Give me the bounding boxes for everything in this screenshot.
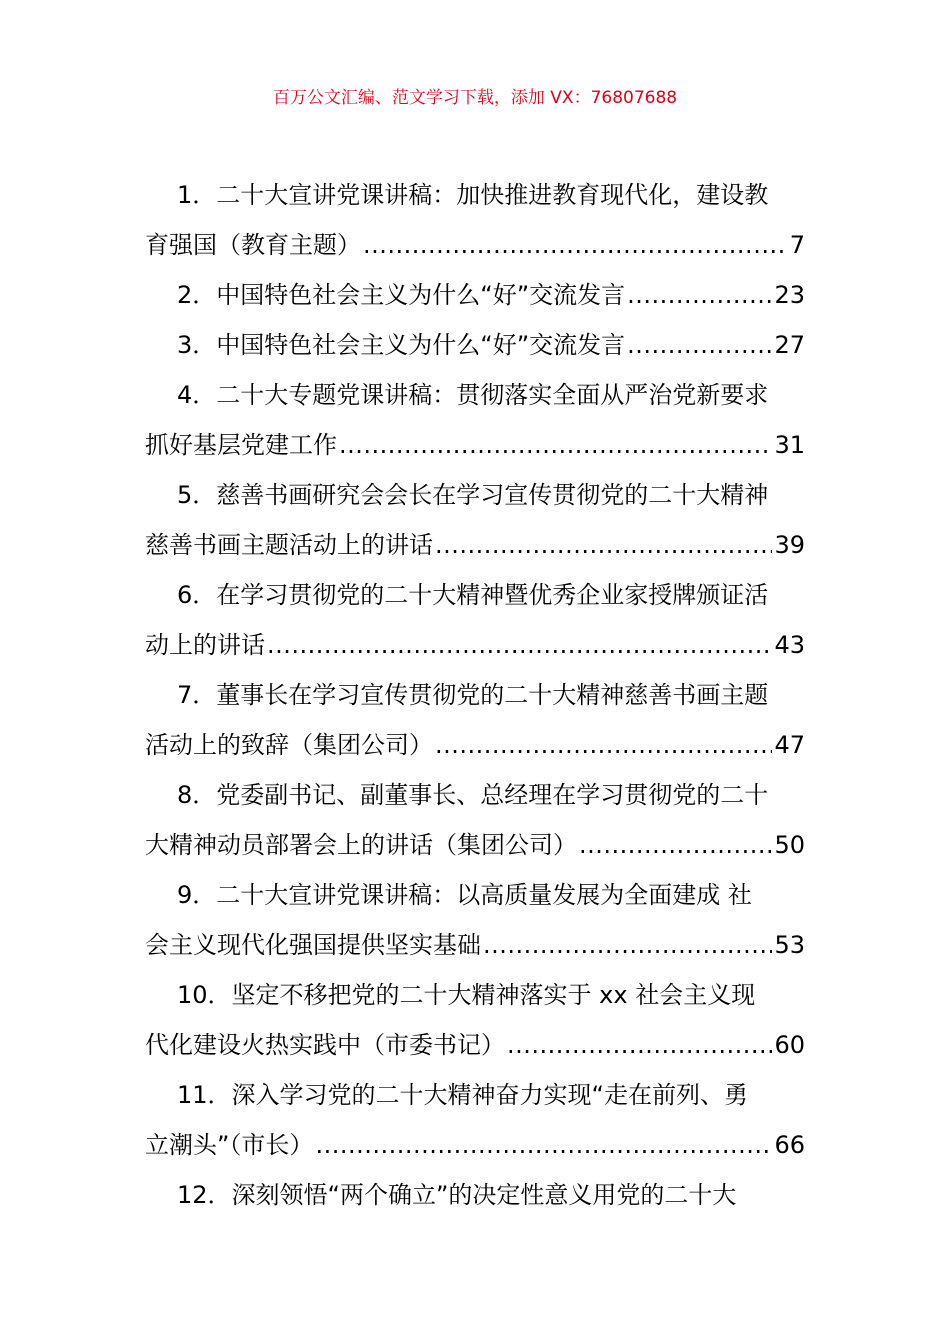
toc-page-number: 53: [774, 931, 805, 959]
toc-entry-title: 育强国（教育主题）: [145, 231, 361, 259]
dot-leader: [315, 1120, 772, 1170]
toc-entry-11-line1: 11．深入学习党的二十大精神奋力实现“走在前列、勇: [177, 1081, 748, 1109]
toc-entry-6-line2: [145, 620, 805, 670]
toc-page-number: 47: [774, 731, 805, 759]
toc-entry-12-line1: 12．深刻领悟“两个确立”的决定性意义用党的二十大: [177, 1181, 737, 1209]
toc-entry-title: 会主义现代化强国提供坚实基础: [145, 931, 481, 959]
toc-entry-title: 抓好基层党建工作: [145, 431, 337, 459]
dot-leader: [507, 1020, 772, 1070]
dot-leader: [627, 320, 772, 370]
toc-entry-10-line2: [145, 1020, 805, 1070]
toc-entry-title: 动上的讲话: [145, 631, 265, 659]
dot-leader: [339, 420, 772, 470]
watermark-header: 百万公文汇编、范文学习下载，添加 VX：76807688: [272, 88, 678, 108]
toc-entry-5-line1: 5．慈善书画研究会会长在学习宣传贯彻党的二十大精神: [177, 481, 769, 509]
toc-page-number: 23: [774, 281, 805, 309]
toc-entry-7-line1: 7．董事长在学习宣传贯彻党的二十大精神慈善书画主题: [177, 681, 769, 709]
toc-page-number: 27: [774, 331, 805, 359]
toc-page-number: 31: [774, 431, 805, 459]
toc-entry-11-line2: [145, 1120, 805, 1170]
toc-entry-3: [145, 320, 805, 370]
dot-leader: [435, 720, 772, 770]
toc-page-number: 50: [774, 831, 805, 859]
toc-entry-1-line1: 1．二十大宣讲党课讲稿：加快推进教育现代化，建设教: [177, 181, 769, 209]
dot-leader: [579, 820, 772, 870]
toc-entry-8-line2: [145, 820, 805, 870]
toc-entry-6-line1: 6．在学习贯彻党的二十大精神暨优秀企业家授牌颁证活: [177, 581, 769, 609]
toc-page-number: 66: [774, 1131, 805, 1159]
dot-leader: [483, 920, 772, 970]
toc-entry-title: 立潮头”（市长）: [145, 1131, 314, 1159]
dot-leader: [267, 620, 772, 670]
toc-entry-title: 活动上的致辞（集团公司）: [145, 731, 433, 759]
dot-leader: [363, 220, 788, 270]
toc-page-number: 43: [774, 631, 805, 659]
toc-entry-7-line2: [145, 720, 805, 770]
toc-page-number: 7: [789, 231, 805, 259]
toc-entry-title: 大精神动员部署会上的讲话（集团公司）: [145, 831, 577, 859]
table-of-contents: [145, 170, 805, 1220]
toc-entry-10-line1: 10．坚定不移把党的二十大精神落实于 xx 社会主义现: [177, 981, 756, 1009]
toc-page-number: 60: [774, 1031, 805, 1059]
toc-entry-8-line1: 8．党委副书记、副董事长、总经理在学习贯彻党的二十: [177, 781, 769, 809]
toc-page-number: 39: [774, 531, 805, 559]
dot-leader: [435, 520, 772, 570]
toc-entry-9-line2: [145, 920, 805, 970]
toc-entry-4-line1: 4．二十大专题党课讲稿：贯彻落实全面从严治党新要求: [177, 381, 769, 409]
toc-entry-4-line2: [145, 420, 805, 470]
toc-entry-title: 代化建设火热实践中（市委书记）: [145, 1031, 505, 1059]
toc-entry-1-line2: [145, 220, 805, 270]
toc-entry-title: 2．中国特色社会主义为什么“好”交流发言: [177, 281, 626, 309]
toc-entry-title: 慈善书画主题活动上的讲话: [145, 531, 433, 559]
toc-entry-5-line2: [145, 520, 805, 570]
toc-entry-title: 3．中国特色社会主义为什么“好”交流发言: [177, 331, 626, 359]
toc-entry-2: [145, 270, 805, 320]
toc-entry-9-line1: 9．二十大宣讲党课讲稿：以高质量发展为全面建成 社: [177, 881, 752, 909]
dot-leader: [627, 270, 772, 320]
